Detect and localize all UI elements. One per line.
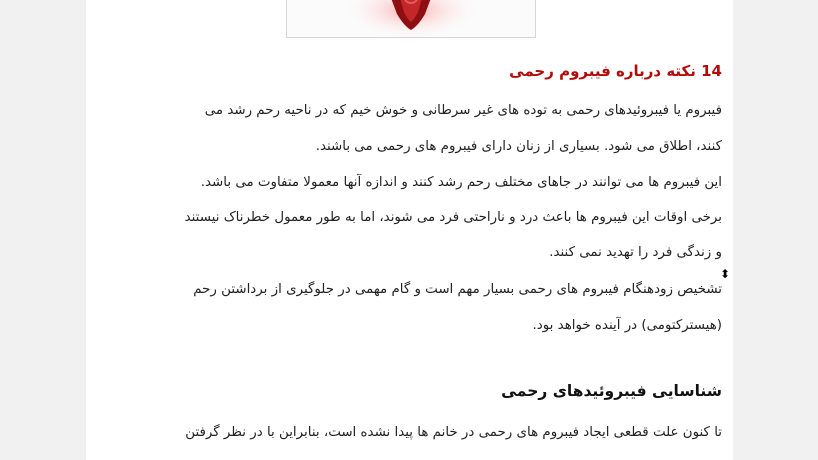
paragraph-line: (هیسترکتومی) در آینده خواهد بود. [532,318,722,333]
content-page [86,0,733,460]
uterus-image [287,0,535,37]
subsection-heading: شناسایی فیبروئیدهای رحمی [501,382,722,400]
paragraph-line: برخی اوقات این فیبروم ها باعث درد و ناراحتی فرد می شوند، اما به طور معمول خطرناک نیستند [184,210,722,225]
paragraph-line: فیبروم یا فیبروئیدهای رحمی به توده های غیر سرطانی و خوش خیم که در ناحیه رحم رشد می [204,103,722,118]
resize-cursor-icon: ⬍ [720,267,731,281]
paragraph-line: کنند، اطلاق می شود. بسیاری از زنان دارای فیبروم های رحمی می باشند. [315,139,722,154]
paragraph-line: تشخیص زودهنگام فیبروم های رحمی بسیار مهم است و گام مهمی در جلوگیری از برداشتن رحم [193,282,722,297]
uterus-illustration [286,0,536,38]
section-heading: 14 نکته درباره فیبروم رحمی [509,62,722,80]
paragraph-line: این فیبروم ها می توانند در جاهای مختلف رحم رشد کنند و اندازه آنها معمولا متفاوت می باشد. [200,175,722,190]
paragraph-line: تا کنون علت قطعی ایجاد فیبروم های رحمی در خانم ها پیدا نشده است، بنابراین با در نظر گرفتن [185,425,722,440]
paragraph-line: و زندگی فرد را تهدید نمی کنند. [549,245,722,260]
